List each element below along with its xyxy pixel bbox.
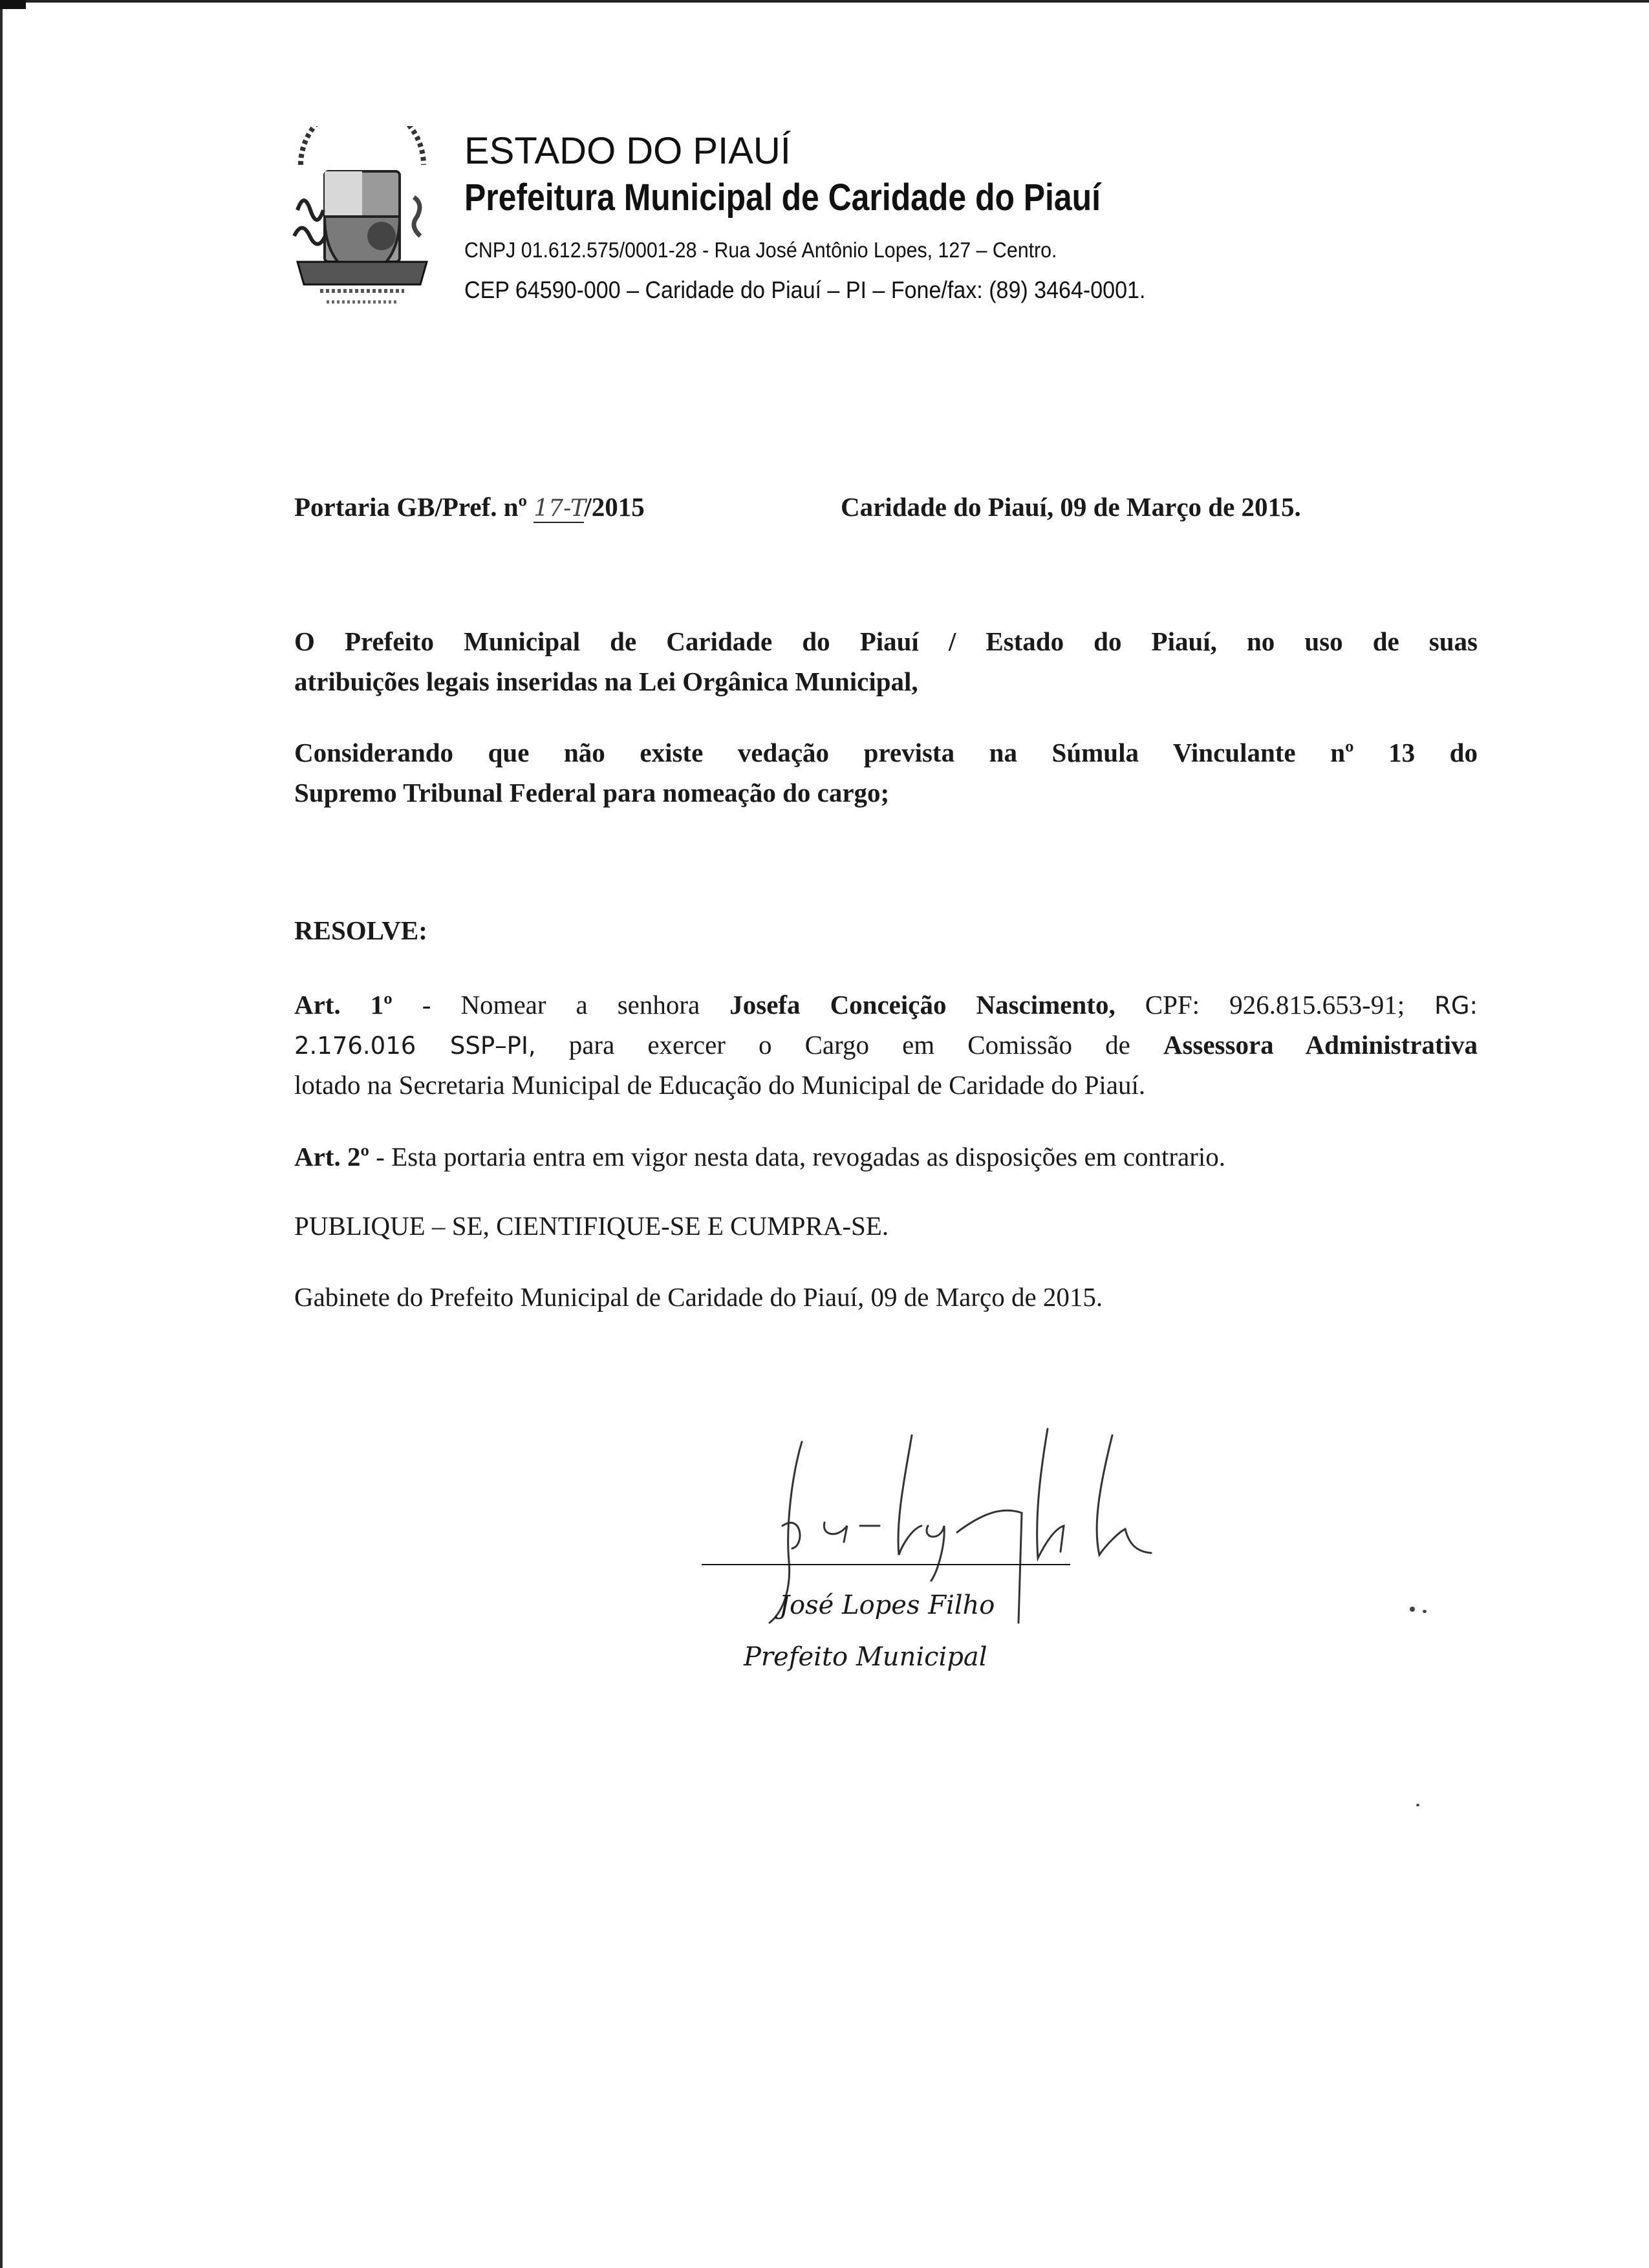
- scan-speck: [1423, 1610, 1427, 1613]
- art1-rg: 2.176.016 SSP–PI,: [294, 1032, 536, 1060]
- art1-rg-label: RG:: [1434, 992, 1478, 1020]
- gabinete-line: Gabinete do Prefeito Municipal de Caridade do Piauí, 09 de Março de 2015.: [294, 1282, 1103, 1312]
- preamble-line2: atribuições legais inseridas na Lei Orgânica Municipal,: [294, 667, 918, 696]
- signatory-name: José Lopes Filho: [779, 1590, 995, 1620]
- art1-text1: - Nomear a senhora: [392, 990, 730, 1020]
- art1-label: Art. 1º: [294, 990, 393, 1020]
- header-address-line2: CEP 64590-000 – Caridade do Piauí – PI – Fone/fax: (89) 3464-0001.: [464, 277, 1146, 303]
- art2-label: Art. 2º: [294, 1142, 369, 1171]
- portaria-prefix: Portaria GB/Pref. nº: [294, 492, 528, 522]
- art1-cpf: CPF: 926.815.653-91;: [1115, 990, 1435, 1020]
- resolve-heading: RESOLVE:: [294, 915, 427, 945]
- art2-line: [294, 1141, 1478, 1172]
- portaria-place-date: Caridade do Piauí, 09 de Março de 2015.: [841, 492, 1301, 522]
- signatory-title: Prefeito Municipal: [744, 1642, 987, 1672]
- publique-line: PUBLIQUE – SE, CIENTIFIQUE-SE E CUMPRA-SE.: [294, 1211, 889, 1241]
- preamble-line1: O Prefeito Municipal de Caridade do Piauí / Estado do Piauí, no uso de suas: [294, 626, 1478, 656]
- portaria-handwritten-number: 17-T: [534, 495, 587, 522]
- scan-corner: [0, 0, 26, 9]
- scan-edge-left: [0, 0, 3, 2268]
- header-prefeitura: Prefeitura Municipal de Caridade do Piauí: [464, 177, 1101, 219]
- scan-speck: [1416, 1804, 1419, 1806]
- portaria-suffix: /2015: [584, 492, 645, 522]
- considerando-line1: Considerando que não existe vedação prevista na Súmula Vinculante nº 13 do: [294, 738, 1478, 767]
- art1-line3: lotado na Secretaria Municipal de Educação do Municipal de Caridade do Piauí.: [294, 1070, 1146, 1100]
- considerando-line2: Supremo Tribunal Federal para nomeação do cargo;: [294, 778, 890, 808]
- portaria-number: [294, 491, 645, 523]
- scan-speck: [1410, 1607, 1415, 1612]
- art1-text3: para exercer o Cargo em Comissão de: [535, 1030, 1163, 1060]
- art2-text: - Esta portaria entra em vigor nesta data, revogadas as disposições em contrario.: [369, 1142, 1226, 1171]
- scan-edge-top: [0, 0, 1649, 3]
- art1-cargo: Assessora Administrativa: [1163, 1030, 1478, 1060]
- art1-name: Josefa Conceição Nascimento,: [729, 990, 1116, 1020]
- coat-of-arms-icon: [285, 126, 440, 314]
- signature-line: [702, 1564, 1070, 1565]
- art1-line1: [294, 989, 1478, 1020]
- art1-line2: [294, 1029, 1478, 1060]
- header-address-line1: CNPJ 01.612.575/0001-28 - Rua José Antônio Lopes, 127 – Centro.: [464, 238, 1057, 262]
- header-state: ESTADO DO PIAUÍ: [464, 130, 791, 172]
